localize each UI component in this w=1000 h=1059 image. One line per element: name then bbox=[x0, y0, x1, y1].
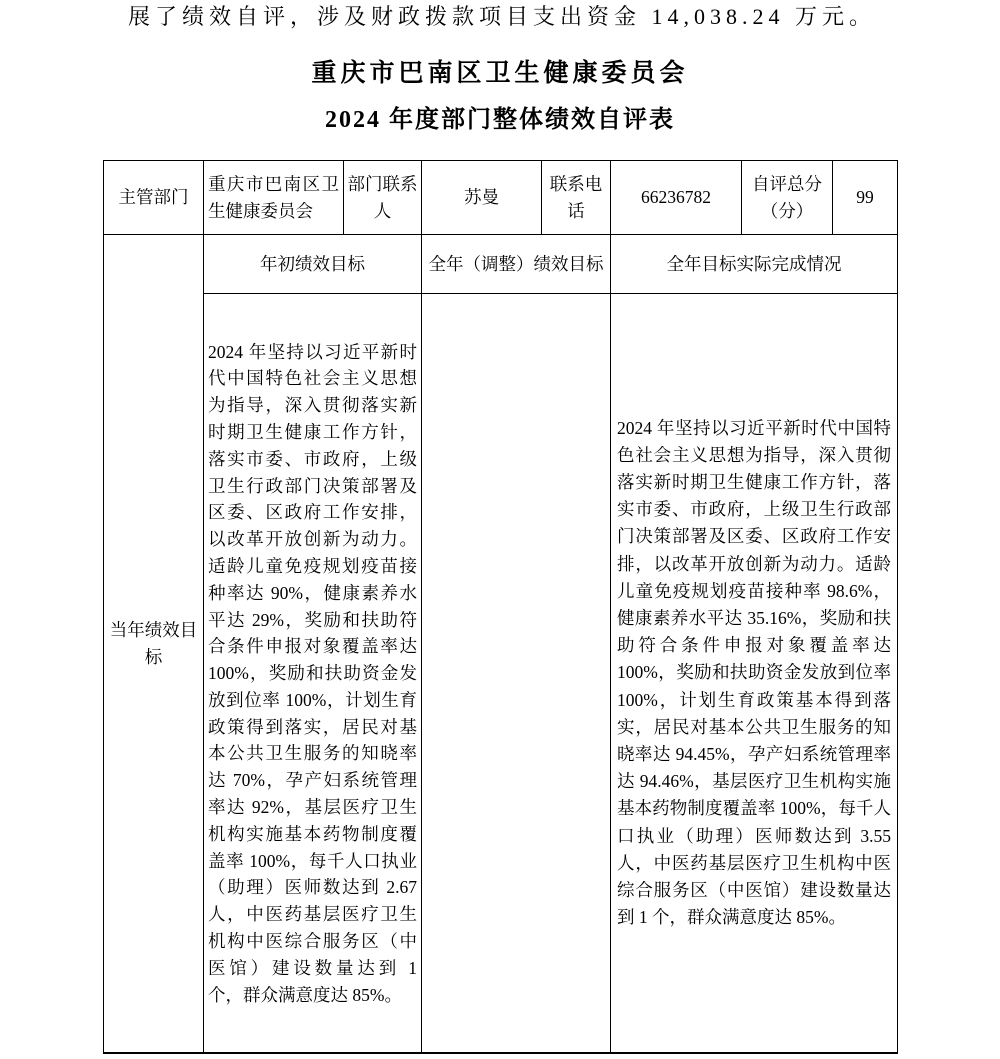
document-subtitle: 2024 年度部门整体绩效自评表 bbox=[325, 107, 675, 133]
intro-paragraph-tail: 展了绩效自评，涉及财政拨款项目支出资金 14,038.24 万元。 bbox=[128, 4, 877, 29]
self-eval-score-value: 99 bbox=[833, 161, 898, 235]
document-title: 重庆市巴南区卫生健康委员会 bbox=[311, 60, 689, 87]
info-row bbox=[104, 161, 898, 235]
actual-completion-column-header: 全年目标实际完成情况 bbox=[611, 235, 898, 294]
initial-goal-text: 2024 年坚持以习近平新时代中国特色社会主义思想为指导，深入贯彻落实新时期卫生健康工作方针，落实市委、市政府，上级卫生行政部门决策部署及区委、区政府工作安排，以改革开放创新为动力。适龄儿童免疫规划疫苗接种率达 90%，健康素养水平达 29%，奖励和扶助符合条件申报对象覆盖率达 100%，奖励和扶助资金发放到位率 100%，计划生育政策得到落实，居民对基本公共卫生服务的知晓率达 70%，孕产妇系统管理率达 92%，基层医疗卫生机构实施基本药物制度覆盖率 100%，每千人口执业（助理）医师数达到 2.67 人，中医药基层医疗卫生机构中医综合服务区（中医馆）建设数量达到 1 个，群众满意度达 85%。 bbox=[204, 294, 422, 1054]
supervisor-department-value: 重庆市巴南区卫生健康委员会 bbox=[204, 161, 344, 235]
actual-completion-text: 2024 年坚持以习近平新时代中国特色社会主义思想为指导，深入贯彻落实新时期卫生健康工作方针，落实市委、市政府，上级卫生行政部门决策部署及区委、区政府工作安排，以改革开放创新为动力。适龄儿童免疫规划疫苗接种率 98.6%，健康素养水平达 35.16%，奖励和扶助符合条件申报对象覆盖率达 100%，奖励和扶助资金发放到位率 100%，计划生育政策基本得到落实，居民对基本公共卫生服务的知晓率达 94.45%，孕产妇系统管理率达 94.46%，基层医疗卫生机构实施基本药物制度覆盖率 100%，每千人口执业（助理）医师数达到 3.55 人，中医药基层医疗卫生机构中医综合服务区（中医馆）建设数量达到 1 个，群众满意度达 85%。 bbox=[611, 294, 898, 1054]
adjusted-goal-column-header: 全年（调整）绩效目标 bbox=[422, 235, 611, 294]
supervisor-department-label: 主管部门 bbox=[104, 161, 204, 235]
self-eval-score-label: 自评总分（分） bbox=[742, 161, 833, 235]
initial-goal-column-header: 年初绩效目标 bbox=[204, 235, 422, 294]
current-year-goal-row-label: 当年绩效目标 bbox=[104, 235, 204, 1054]
goal-content-row bbox=[104, 294, 898, 1054]
goal-header-row bbox=[104, 235, 898, 294]
department-contact-label: 部门联系人 bbox=[344, 161, 422, 235]
contact-phone-label: 联系电话 bbox=[542, 161, 611, 235]
adjusted-goal-text bbox=[422, 294, 611, 1054]
department-contact-value: 苏曼 bbox=[422, 161, 542, 235]
contact-phone-value: 66236782 bbox=[611, 161, 742, 235]
self-evaluation-table bbox=[103, 160, 898, 1054]
